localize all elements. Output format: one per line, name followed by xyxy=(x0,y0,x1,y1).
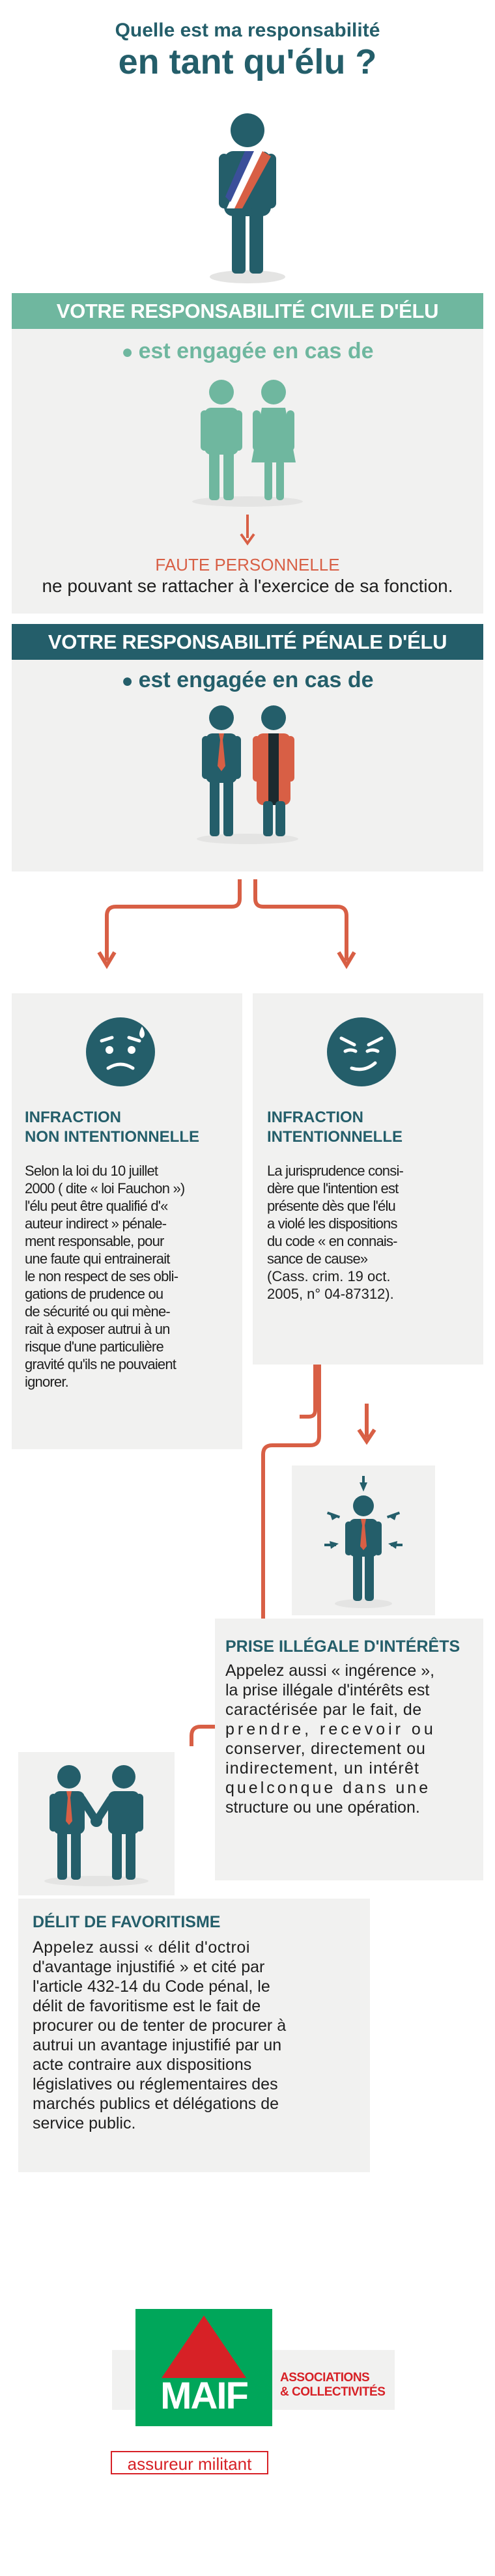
text-line: 2000 ( dite « loi Fauchon ») xyxy=(25,1180,185,1196)
text-line: indirectement, un intérêt xyxy=(225,1759,420,1777)
penale-bullet-text: est engagée en cas de xyxy=(138,668,374,692)
civile-banner: VOTRE RESPONSABILITÉ CIVILE D'ÉLU xyxy=(12,293,483,329)
fault-text: ne pouvant se rattacher à l'exercice de sa fonction. xyxy=(42,576,453,596)
text-line: (Cass. crim. 19 oct. xyxy=(267,1268,391,1284)
text-line: ignorer. xyxy=(25,1374,68,1390)
text-line: le non respect de ses obli- xyxy=(25,1268,178,1284)
split-arrows-icon xyxy=(98,879,371,984)
text-line: d'avantage injustifié » et cité par xyxy=(33,1958,265,1976)
elected-and-judge-icon xyxy=(195,703,300,847)
tagline-line2: & COLLECTIVITÉS xyxy=(280,2385,386,2399)
non-intentional-text xyxy=(25,1162,240,1391)
text-line: législatives ou réglementaires des xyxy=(33,2075,278,2093)
intentional-text xyxy=(267,1162,475,1303)
page-subtitle: Quelle est ma responsabilité xyxy=(115,20,380,41)
maif-triangle-icon xyxy=(162,2315,246,2378)
text-line: Appelez aussi « ingérence », xyxy=(225,1662,435,1680)
civile-bullet xyxy=(0,339,495,364)
bullet-icon: ● xyxy=(121,670,134,692)
text-line: conserver, directement ou xyxy=(225,1740,426,1758)
text-line: risque d'une particulière xyxy=(25,1338,163,1355)
text-line: service public. xyxy=(33,2114,136,2132)
maif-logo xyxy=(135,2309,272,2426)
text-line: acte contraire aux dispositions xyxy=(33,2056,252,2074)
text-line: rait à exposer autrui à un xyxy=(25,1321,170,1337)
arrow-down-icon xyxy=(357,1404,376,1449)
penale-banner: VOTRE RESPONSABILITÉ PÉNALE D'ÉLU xyxy=(12,624,483,660)
handshake-icon xyxy=(31,1759,162,1889)
prise-illegale-text xyxy=(225,1661,479,1817)
bullet-icon: ● xyxy=(121,341,134,363)
text-line: présente dès que l'élu xyxy=(267,1198,395,1214)
intentional-title-2: INTENTIONNELLE xyxy=(267,1128,403,1146)
text-line: Appelez aussi « délit d'octroi xyxy=(33,1938,251,1957)
prise-illegale-title: PRISE ILLÉGALE D'INTÉRÊTS xyxy=(225,1637,460,1656)
maif-logo-text: MAIF xyxy=(160,2375,248,2417)
text-line: la prise illégale d'intérêts est xyxy=(225,1681,430,1699)
couple-icon xyxy=(189,378,306,508)
text-line: caractérisée par le fait, de xyxy=(225,1701,422,1719)
fault-title: FAUTE PERSONNELLE xyxy=(155,555,340,574)
civile-bullet-text: est engagée en cas de xyxy=(138,339,374,363)
text-line: gations de prudence ou xyxy=(25,1286,163,1302)
text-line: structure ou une opération. xyxy=(225,1798,420,1817)
worried-face-icon xyxy=(85,1016,156,1088)
pressured-person-icon xyxy=(305,1473,422,1610)
text-line: auteur indirect » pénale- xyxy=(25,1215,167,1232)
non-intentional-title-2: NON INTENTIONNELLE xyxy=(25,1128,199,1146)
text-line: autrui un avantage injustifié par un xyxy=(33,2036,282,2054)
text-line: délit de favoritisme est le fait de xyxy=(33,1997,261,2015)
text-line: quelconque dans une xyxy=(225,1779,431,1797)
mayor-icon xyxy=(202,111,293,287)
text-line: 2005, n° 04-87312). xyxy=(267,1286,394,1302)
intentional-title-1: INFRACTION xyxy=(267,1109,363,1126)
text-line: sance de cause» xyxy=(267,1251,368,1267)
text-line: La jurisprudence consi- xyxy=(267,1163,404,1179)
text-line: l'élu peut être qualifié d'« xyxy=(25,1198,168,1214)
text-line: de sécurité ou qui mène- xyxy=(25,1303,170,1320)
text-line: du code « en connais- xyxy=(267,1233,397,1249)
non-intentional-title-1: INFRACTION xyxy=(25,1109,121,1126)
slogan-box: assureur militant xyxy=(111,2451,268,2474)
text-line: dère que l'intention est xyxy=(267,1180,399,1196)
text-line: gravité qu'ils ne pouvaient xyxy=(25,1356,177,1372)
suspicious-face-icon xyxy=(326,1016,397,1088)
favoritisme-title: DÉLIT DE FAVORITISME xyxy=(33,1913,221,1931)
text-line: procurer ou de tenter de procurer à xyxy=(33,2017,287,2035)
page-title: en tant qu'élu ? xyxy=(118,42,377,81)
text-line: prendre, recevoir ou xyxy=(225,1720,436,1738)
tagline-line1: ASSOCIATIONS xyxy=(280,2371,370,2385)
text-line: Selon la loi du 10 juillet xyxy=(25,1163,158,1179)
penale-bullet xyxy=(0,668,495,693)
favoritisme-text xyxy=(33,1938,358,2133)
arrow-down-icon xyxy=(240,515,255,547)
text-line: une faute qui entrainerait xyxy=(25,1251,170,1267)
text-line: ment responsable, pour xyxy=(25,1233,164,1249)
text-line: marchés publics et délégations de xyxy=(33,2095,279,2113)
text-line: l'article 432-14 du Code pénal, le xyxy=(33,1977,270,1996)
text-line: a violé les dispositions xyxy=(267,1215,397,1232)
